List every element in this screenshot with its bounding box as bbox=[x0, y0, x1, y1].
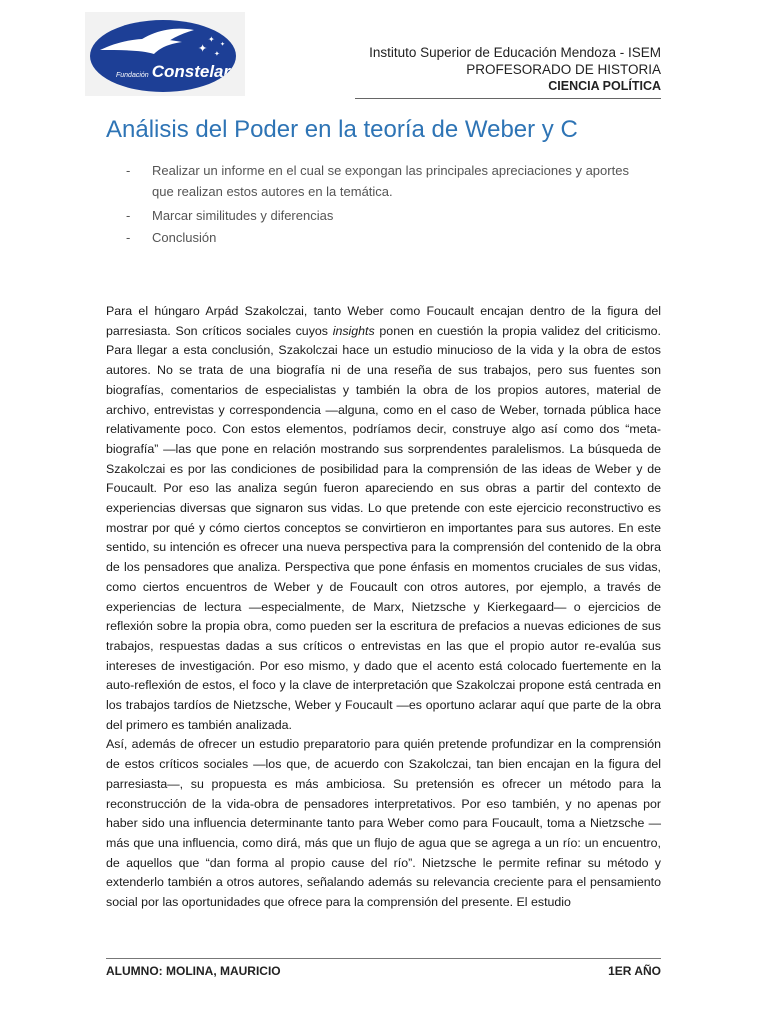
header-divider bbox=[355, 98, 661, 99]
paragraph-emphasis: insights bbox=[332, 323, 375, 338]
task-text: Marcar similitudes y diferencias bbox=[152, 208, 334, 223]
course-year: 1ER AÑO bbox=[608, 964, 661, 978]
bullet: - bbox=[126, 230, 131, 245]
paragraph bbox=[106, 302, 661, 735]
logo-emblem bbox=[90, 20, 236, 92]
svg-text:✦: ✦ bbox=[208, 35, 215, 44]
body-text bbox=[106, 302, 661, 913]
svg-text:✦: ✦ bbox=[198, 42, 208, 55]
paragraph: Así, además de ofrecer un estudio preparatorio para quién pretende profundizar en la comprensión de estos críticos sociales —los que, de acuerdo con Szakolczai, tan bien encajan en la figura del parresiasta—, su propuesta es más ambiciosa. Su pretensión es ofrecer un método para la reconstrucción de la vida-obra de pensadores interpretativos. Por eso también, y no apenas por haber sido una influencia determinante tanto para Weber como para Foucault, toma a Nietzsche — más que una influencia, como dirá, más que un flujo de agua que se agrega a un río: un encuentro, de aquellos que “dan forma al propio cause del río”. Nietzsche le permite refinar su método y extenderlo también a otros autores, señalando además su relevancia creciente para el pensamiento social por las oportunidades que ofrece para la comprensión del presente. El estudio bbox=[106, 737, 661, 910]
svg-text:✦: ✦ bbox=[214, 50, 220, 58]
page-title: Análisis del Poder en la teoría de Weber y C bbox=[106, 116, 578, 143]
institution-name: Instituto Superior de Educación Mendoza - ISEM bbox=[369, 45, 661, 60]
logo-text bbox=[116, 62, 230, 82]
svg-text:✦: ✦ bbox=[220, 41, 226, 48]
footer-divider bbox=[106, 958, 661, 959]
page-footer bbox=[106, 964, 661, 978]
student-name: ALUMNO: MOLINA, MAURICIO bbox=[106, 964, 281, 978]
logo bbox=[85, 12, 245, 96]
paragraph-text: ponen en cuestión la propia validez del criticismo. Para llegar a esta conclusión, Szakolczai hace un estudio minucioso de la vida y la obra de estos autores. No se trata de una biografía ni de una reseña de sus trabajos, pero sus fuentes son biografías, comentarios de especialistas y también la obra de los propios autores, material de archivo, entrevistas y correspondencia —alguna, como en el caso de Weber, tornada pública hace relativamente poco. Con estos elementos, podríamos decir, construye algo así como dos “meta-biografía” —las que pone en relación mostrando sus sorprendentes paralelismos. La búsqueda de Szakolczai es por las condiciones de posibilidad para la comprensión de las ideas de Weber y de Foucault. Por eso las analiza según fueron apareciendo en sus obras a partir del contexto de experiencias diversas que signaron sus vidas. Lo que pretende con este ejercicio reconstructivo es mostrar por qué y cómo ciertos conceptos se convirtieron en importantes para sus autores. En este sentido, su intención es ofrecer una nueva perspectiva para la comprensión del contenido de la obra de los pensadores que analiza. Perspectiva que pone énfasis en momentos cruciales de sus vidas, como ciertos encuentros de Weber y de Foucault con otros autores, por ejemplo, a través de experiencias de lectura —especialmente, de Marx, Nietzsche y Kierkegaard— o ejercicios de reflexión sobre la propia obra, como pueden ser la escritura de prefacios a nuevas ediciones de sus trabajos, respuestas dadas a sus críticos o entrevistas en las que el propio autor re-evalúa sus intereses de investigación. Por eso mismo, y dado que el acento está colocado fuertemente en la auto-reflexión de estos, el foco y la clave de interpretación que Szakolczai propone está centrada en los trabajos tardíos de Nietzsche, Weber y Foucault —es oportuno aclarar aquí que parte de la obra del primero es también analizada. bbox=[106, 323, 661, 732]
task-item bbox=[126, 227, 666, 249]
paragraph-text: Para el húngaro Arpád Szakolczai, tanto Weber como Foucault encajan dentro de la figura del parresiasta. Son críticos sociales cuyos bbox=[106, 304, 661, 338]
program-name: PROFESORADO DE HISTORIA bbox=[466, 61, 661, 77]
logo-prefix: Fundación bbox=[116, 72, 149, 79]
bullet: - bbox=[126, 163, 131, 178]
task-text-line2: que realizan estos autores en la temática. bbox=[152, 184, 393, 199]
task-item bbox=[126, 160, 666, 202]
task-text: Conclusión bbox=[152, 230, 217, 245]
task-item bbox=[126, 205, 666, 227]
logo-name: Constelar bbox=[151, 62, 231, 81]
task-list bbox=[126, 160, 666, 249]
task-text-line1: Realizar un informe en el cual se expongan las principales apreciaciones y aportes bbox=[152, 163, 629, 178]
bullet: - bbox=[126, 208, 131, 223]
page-header bbox=[369, 45, 661, 95]
subject-name: CIENCIA POLÍTICA bbox=[548, 79, 661, 93]
